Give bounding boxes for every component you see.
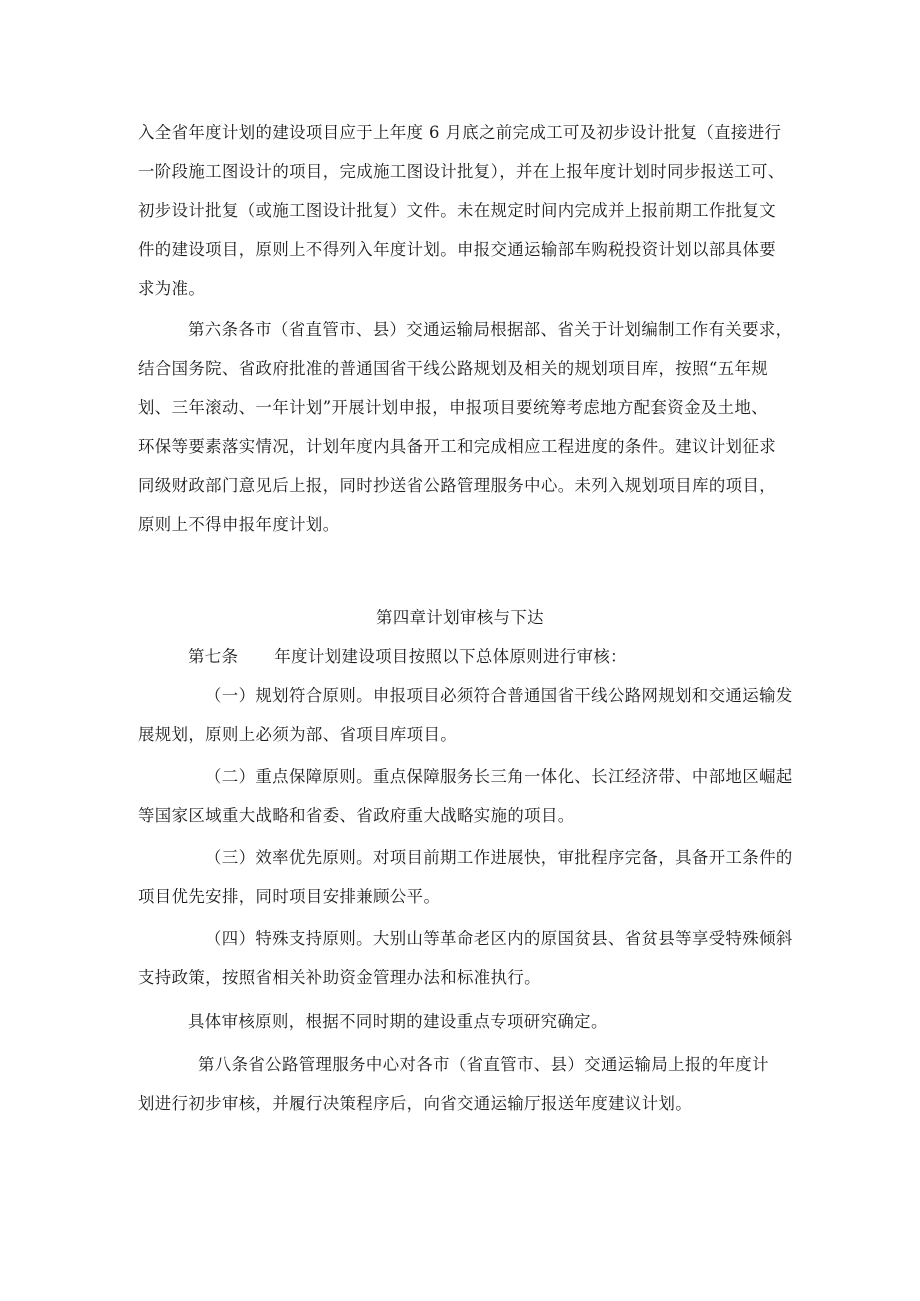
- article-7-line: [188, 647, 627, 667]
- paragraph-line: 一阶段施工图设计的项目，完成施工图设计批复），并在上报年度计划时同步报送工可、: [138, 162, 785, 181]
- principle-2-line: 等国家区域重大战略和省委、省政府重大战略实施的项目。: [138, 806, 575, 825]
- article-6-line: 环保等要素落实情况，计划年度内具备开工和完成相应工程进度的条件。建议计划征求: [138, 437, 777, 456]
- article-8-line: 划进行初步审核，并履行决策程序后，向省交通运输厅报送年度建议计划。: [138, 1094, 693, 1113]
- principle-1-line: 展规划，原则上必须为部、省项目库项目。: [138, 725, 458, 744]
- chapter-title: 第四章计划审核与下达: [376, 608, 544, 627]
- principle-3-line: 项目优先安排，同时项目安排兼顾公平。: [138, 887, 441, 906]
- principle-2-line: （二）重点保障原则。重点保障服务长三角一体化、长江经济带、中部地区崛起: [205, 767, 793, 786]
- paragraph-line: 入全省年度计划的建设项目应于上年度 6 月底之前完成工可及初步设计批复（直接进行: [138, 123, 782, 142]
- article-6-line: 原则上不得申报年度计划。: [138, 515, 340, 534]
- article-7-text: 年度计划建设项目按照以下总体原则进行审核：: [274, 647, 627, 666]
- principle-1-line: （一）规划符合原则。申报项目必须符合普通国省干线公路网规划和交通运输发: [205, 686, 793, 705]
- paragraph-line: 求为准。: [138, 279, 206, 298]
- article-6-line: 结合国务院、省政府批准的普通国省干线公路规划及相关的规划项目库，按照“五年规: [138, 359, 769, 378]
- article-6-line: 同级财政部门意见后上报，同时抄送省公路管理服务中心。未列入规划项目库的项目，: [138, 476, 777, 495]
- paragraph-line: 件的建设项目，原则上不得列入年度计划。申报交通运输部车购税投资计划以部具体要: [138, 240, 777, 259]
- principle-3-line: （三）效率优先原则。对项目前期工作进展快，审批程序完备，具备开工条件的: [205, 848, 793, 867]
- paragraph-line: 初步设计批复（或施工图设计批复）文件。未在规定时间内完成并上报前期工作批复文: [138, 201, 777, 220]
- article-6-line: 第六条各市（省直管市、县）交通运输局根据部、省关于计划编制工作有关要求，: [188, 320, 793, 339]
- principle-4-line: （四）特殊支持原则。大别山等革命老区内的原国贫县、省贫县等享受特殊倾斜: [205, 929, 793, 948]
- principle-4-line: 支持政策，按照省相关补助资金管理办法和标准执行。: [138, 968, 541, 987]
- specific-principles-line: 具体审核原则，根据不同时期的建设重点专项研究确定。: [188, 1012, 608, 1031]
- article-8-line: 第八条省公路管理服务中心对各市（省直管市、县）交通运输局上报的年度计: [198, 1055, 769, 1074]
- article-7-label: 第七条: [188, 647, 239, 666]
- article-6-line: 划、三年滚动、一年计划”开展计划申报，申报项目要统筹考虑地方配套资金及土地、: [138, 398, 769, 417]
